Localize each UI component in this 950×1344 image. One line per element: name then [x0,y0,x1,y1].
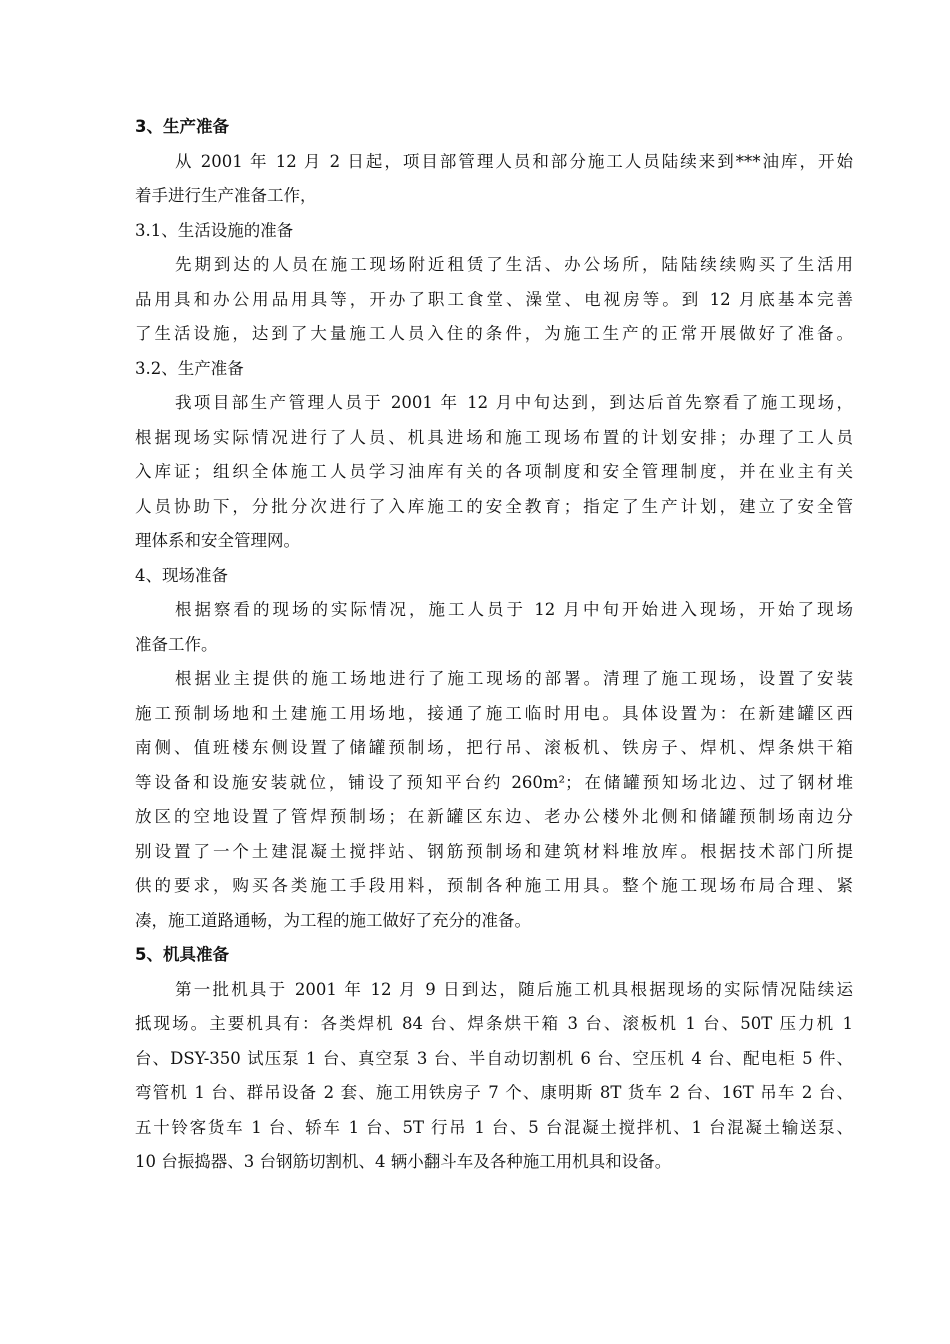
text-line: 了生活设施，达到了大量施工人员入住的条件，为施工生产的正常开展做好了准备。 [135,324,853,343]
text-line: 根据察看的现场的实际情况，施工人员于 12 月中旬开始进入现场，开始了现场 [175,600,853,619]
text-line: 入库证；组织全体施工人员学习油库有关的各项制度和安全管理制度，并在业主有关 [135,462,853,481]
text-line: 南侧、值班楼东侧设置了储罐预制场，把行吊、滚板机、铁房子、焊机、焊条烘干箱 [135,738,853,757]
text-line: 4、现场准备 [135,565,228,585]
text-line: 准备工作。 [135,634,218,654]
text-line: 台、DSY-350 试压泵 1 台、真空泵 3 台、半自动切割机 6 台、空压机 4 台、配电柜 5 件、 [135,1048,853,1068]
text-line: 先期到达的人员在施工现场附近租赁了生活、办公场所，陆陆续续购买了生活用 [175,255,853,274]
text-line: 第一批机具于 2001 年 12 月 9 日到达，随后施工机具根据现场的实际情况陆续运 [175,979,853,999]
text-line: 抵现场。主要机具有：各类焊机 84 台、焊条烘干箱 3 台、滚板机 1 台、50T 压力机 1 [135,1014,853,1033]
document-page [135,110,853,1180]
text-line: 凑，施工道路通畅，为工程的施工做好了充分的准备。 [135,910,531,930]
text-line: 3.2、生产准备 [135,358,244,378]
section-heading: 3、生产准备 [135,117,229,136]
text-line: 放区的空地设置了管焊预制场；在新罐区东边、老办公楼外北侧和储罐预制场南边分 [135,807,853,826]
text-line: 弯管机 1 台、群吊设备 2 套、施工用铁房子 7 个、康明斯 8T 货车 2 台、16T 吊车 2 台、 [135,1083,853,1102]
text-line: 五十铃客货车 1 台、轿车 1 台、5T 行吊 1 台、5 台混凝土搅拌机、1 台混凝土输送泵、 [135,1117,853,1137]
text-line: 等设备和设施安装就位，铺设了预知平台约 260m²；在储罐预知场北边、过了钢材堆 [135,772,853,792]
text-line: 品用具和办公用品用具等，开办了职工食堂、澡堂、电视房等。到 12 月底基本完善 [135,289,853,309]
text-line: 着手进行生产准备工作， [135,186,317,205]
text-line: 3.1、生活设施的准备 [135,220,294,240]
text-line: 施工预制场地和土建施工用场地，接通了施工临时用电。具体设置为：在新建罐区西 [135,703,853,723]
text-line: 供的要求，购买各类施工手段用料，预制各种施工用具。整个施工现场布局合理、紧 [135,876,853,895]
section-heading: 5、机具准备 [135,945,229,964]
text-line: 从 2001 年 12 月 2 日起，项目部管理人员和部分施工人员陆续来到***油库，开始 [175,151,853,171]
text-line: 根据现场实际情况进行了人员、机具进场和施工现场布置的计划安排；办理了工人员 [135,427,853,447]
text-line: 我项目部生产管理人员于 2001 年 12 月中旬达到，到达后首先察看了施工现场， [175,393,853,412]
text-line: 别设置了一个土建混凝土搅拌站、钢筋预制场和建筑材料堆放库。根据技术部门所提 [135,841,853,861]
text-line: 根据业主提供的施工场地进行了施工现场的部署。清理了施工现场，设置了安装 [175,669,853,688]
text-line: 理体系和安全管理网。 [135,531,300,550]
text-line: 人员协助下，分批分次进行了入库施工的安全教育；指定了生产计划，建立了安全管 [135,496,853,516]
text-line: 10 台振捣器、3 台钢筋切割机、4 辆小翻斗车及各种施工用机具和设备。 [135,1152,672,1171]
